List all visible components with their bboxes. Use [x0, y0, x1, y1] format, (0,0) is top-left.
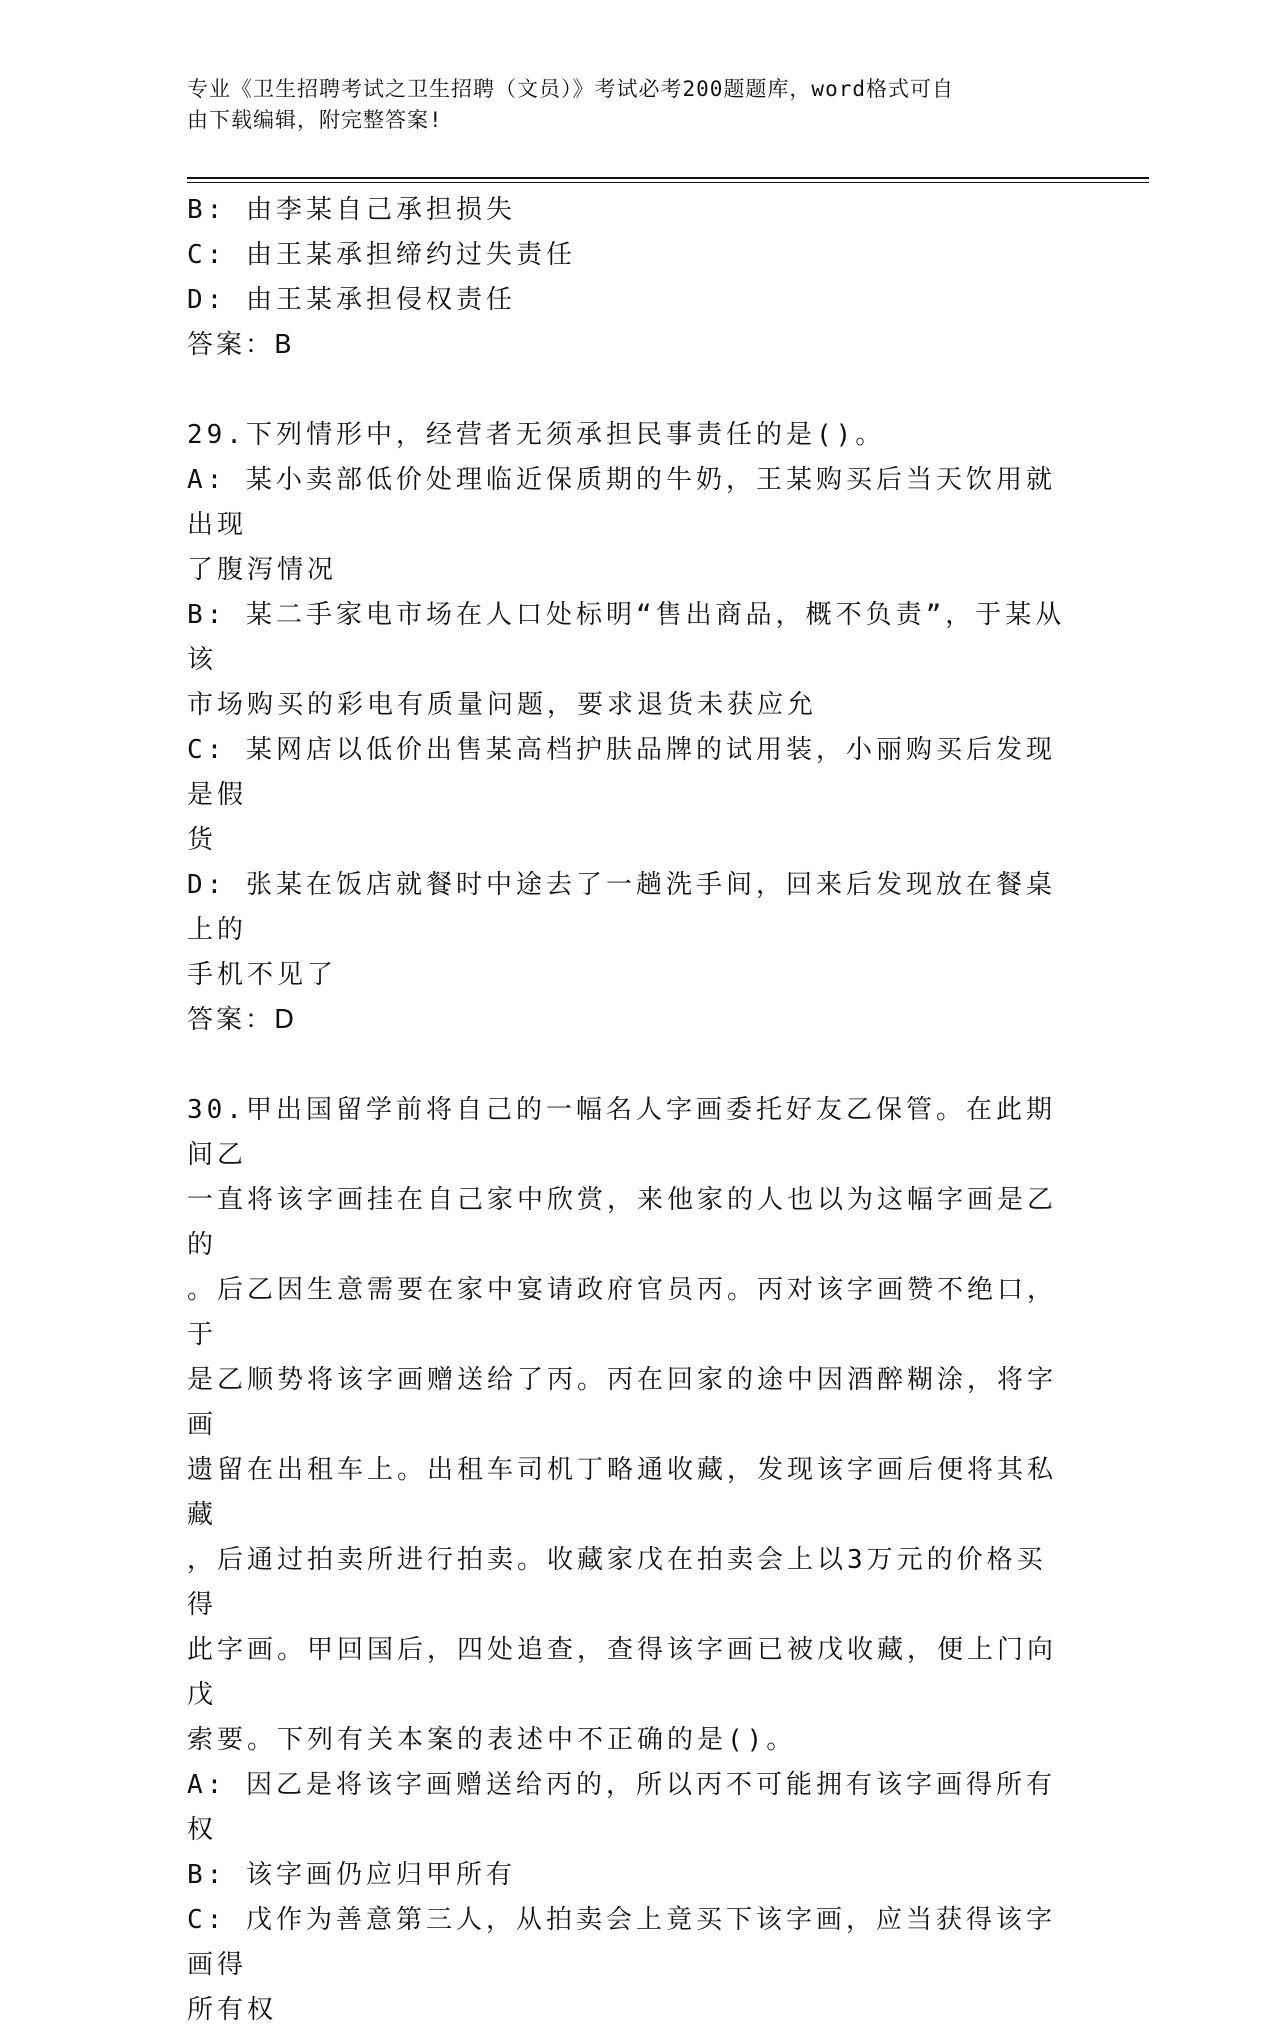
- header-line-2: 由下载编辑，附完整答案!: [187, 108, 443, 132]
- q30-question-line-4: 是乙顺势将该字画赠送给了丙。丙在回家的途中因酒醉糊涂，将字画: [187, 1365, 1058, 1440]
- q30-question-line-1: 30.甲出国留学前将自己的一幅名人字画委托好友乙保管。在此期间乙: [187, 1095, 1056, 1170]
- q30-option-a: A: 因乙是将该字画赠送给丙的，所以丙不可能拥有该字画得所有权: [187, 1770, 1056, 1845]
- q29-option-c-line-1: C: 某网店以低价出售某高档护肤品牌的试用装，小丽购买后发现是假: [187, 735, 1056, 810]
- question-30: [187, 1088, 1067, 2033]
- q30-question-line-3: 。后乙因生意需要在家中宴请政府官员丙。丙对该字画赞不绝口，于: [187, 1275, 1058, 1350]
- question-spacer: [187, 1043, 1067, 1088]
- q29-option-d-line-2: 手机不见了: [187, 960, 338, 990]
- header-line-1: 专业《卫生招聘考试之卫生招聘（文员）》考试必考200题题库，word格式可自: [187, 77, 954, 101]
- q29-option-b-line-2: 市场购买的彩电有质量问题，要求退货未获应允: [187, 690, 818, 720]
- q29-option-d-line-1: D: 张某在饭店就餐时中途去了一趟洗手间，回来后发现放在餐桌上的: [187, 870, 1056, 945]
- q29-option-c-line-2: 货: [187, 825, 218, 855]
- document-header: [187, 74, 1067, 136]
- q30-question-line-6: ，后通过拍卖所进行拍卖。收藏家戊在拍卖会上以3万元的价格买得: [187, 1545, 1047, 1620]
- q30-option-c-line-2: 所有权: [187, 1995, 278, 2025]
- question-28-fragment: [187, 188, 1067, 368]
- question-spacer: [187, 368, 1067, 413]
- q30-option-b: B: 该字画仍应归甲所有: [187, 1860, 516, 1890]
- q29-option-b-line-1: B: 某二手家电市场在人口处标明“售出商品，概不负责”，于某从该: [187, 600, 1066, 675]
- q28-answer: 答案：B: [187, 330, 295, 360]
- q29-option-a-line-2: 了腹泻情况: [187, 555, 338, 585]
- q30-question-line-5: 遗留在出租车上。出租车司机丁略通收藏，发现该字画后便将其私藏: [187, 1455, 1058, 1530]
- q28-option-d: D: 由王某承担侵权责任: [187, 285, 516, 315]
- document-body: [187, 188, 1067, 2033]
- header-divider-thin: [187, 182, 1149, 183]
- q28-option-c: C: 由王某承担缔约过失责任: [187, 240, 576, 270]
- q30-question-line-7: 此字画。甲回国后，四处追查，查得该字画已被戊收藏，便上门向戊: [187, 1635, 1058, 1710]
- q29-question: 29.下列情形中，经营者无须承担民事责任的是()。: [187, 420, 886, 450]
- q30-question-line-8: 索要。下列有关本案的表述中不正确的是()。: [187, 1725, 797, 1755]
- header-divider-thick: [187, 177, 1149, 179]
- q30-question-line-2: 一直将该字画挂在自己家中欣赏，来他家的人也以为这幅字画是乙的: [187, 1185, 1058, 1260]
- q28-option-b: B: 由李某自己承担损失: [187, 195, 516, 225]
- question-29: [187, 413, 1067, 1043]
- q29-answer: 答案：D: [187, 1005, 298, 1035]
- q30-option-c-line-1: C: 戊作为善意第三人，从拍卖会上竟买下该字画，应当获得该字画得: [187, 1905, 1056, 1980]
- q29-option-a-line-1: A: 某小卖部低价处理临近保质期的牛奶，王某购买后当天饮用就出现: [187, 465, 1056, 540]
